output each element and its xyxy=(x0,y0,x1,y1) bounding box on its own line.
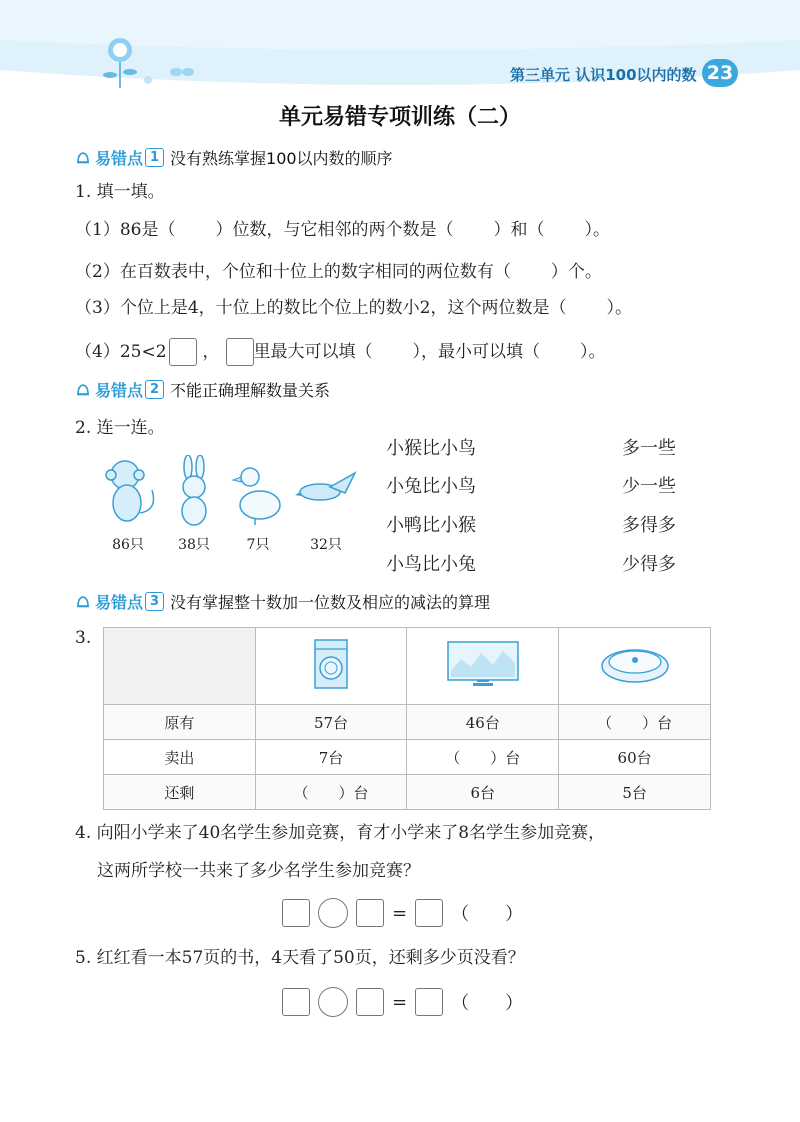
table-cell xyxy=(407,628,559,705)
match-right-item[interactable]: 少一些 xyxy=(622,476,676,497)
operand-box[interactable] xyxy=(282,988,310,1016)
match-left-item[interactable]: 小鸭比小猴 xyxy=(386,515,476,536)
equals-sign: = xyxy=(392,902,408,924)
bell-icon xyxy=(75,150,91,166)
answer-box[interactable] xyxy=(226,338,254,366)
table-cell xyxy=(559,628,711,705)
table-cell[interactable]: （ ）台 xyxy=(407,740,559,775)
page-number: 23 xyxy=(702,59,738,87)
page-title: 单元易错专项训练（二） xyxy=(278,105,521,130)
duck-icon xyxy=(233,468,280,525)
animal-count: 38只 xyxy=(178,537,210,553)
table-cell: 46台 xyxy=(407,705,559,740)
rabbit-icon xyxy=(182,455,206,525)
table-cell xyxy=(255,628,407,705)
q1-part-4 xyxy=(75,338,606,366)
table-cell[interactable]: （ ）台 xyxy=(559,705,711,740)
operand-box[interactable] xyxy=(356,988,384,1016)
q5-line-1: 5. 红红看一本57页的书，4天看了50页，还剩多少页没看？ xyxy=(75,948,525,968)
result-box[interactable] xyxy=(415,899,443,927)
q1-heading: 1. 填一填。 xyxy=(75,182,165,202)
bird-icon xyxy=(295,473,355,500)
operator-circle[interactable] xyxy=(318,898,348,928)
section-tag: 易错点 xyxy=(95,381,144,400)
unit-blank[interactable]: （ ） xyxy=(451,993,524,1014)
television-icon xyxy=(447,641,519,687)
section-tag: 易错点 xyxy=(95,593,144,612)
operand-box[interactable] xyxy=(356,899,384,927)
bell-icon xyxy=(75,594,91,610)
q4-equation xyxy=(282,898,523,928)
section-number: 3 xyxy=(145,592,164,611)
q3-heading: 3. xyxy=(75,628,92,648)
monkey-icon xyxy=(106,461,154,521)
section-3-heading xyxy=(75,590,490,613)
text: ），最小可以填（ xyxy=(412,342,541,362)
table-row xyxy=(104,740,711,775)
text: ）。 xyxy=(584,220,610,240)
answer-box[interactable] xyxy=(169,338,197,366)
unit-title: 第三单元 认识100以内的数 xyxy=(510,66,697,84)
q4-line-2: 这两所学校一共来了多少名学生参加竞赛？ xyxy=(97,861,420,881)
equals-sign: = xyxy=(392,991,408,1013)
match-right-item[interactable]: 少得多 xyxy=(622,554,676,575)
match-right-item[interactable]: 多得多 xyxy=(622,515,676,536)
section-title: 不能正确理解数量关系 xyxy=(170,381,331,400)
section-2-heading xyxy=(75,378,330,401)
row-label: 原有 xyxy=(104,705,256,740)
q4-line-1: 4. 向阳小学来了40名学生参加竞赛，育才小学来了8名学生参加竞赛， xyxy=(75,823,606,843)
section-1-heading xyxy=(75,146,393,169)
row-label: 还剩 xyxy=(104,775,256,810)
q2-heading: 2. 连一连。 xyxy=(75,418,165,438)
table-row xyxy=(104,628,711,705)
match-left-item[interactable]: 小鸟比小兔 xyxy=(386,554,476,575)
row-label: 卖出 xyxy=(104,740,256,775)
section-number: 2 xyxy=(145,380,164,399)
text: ）位数，与它相邻的两个数是（ xyxy=(215,220,454,240)
text: ）和（ xyxy=(493,220,545,240)
unit-blank[interactable]: （ ） xyxy=(451,904,524,925)
animal-count: 86只 xyxy=(112,537,144,553)
q5-equation xyxy=(282,987,523,1017)
text: 里最大可以填（ xyxy=(253,342,373,362)
text: ）。 xyxy=(606,298,632,318)
q1-part-3 xyxy=(75,298,632,318)
result-box[interactable] xyxy=(415,988,443,1016)
q1-part-2 xyxy=(75,262,602,282)
table-cell: 60台 xyxy=(559,740,711,775)
table-cell[interactable]: （ ）台 xyxy=(255,775,407,810)
section-tag: 易错点 xyxy=(95,149,144,168)
bell-icon xyxy=(75,382,91,398)
table-cell: 6台 xyxy=(407,775,559,810)
robot-vacuum-icon xyxy=(600,642,670,686)
text: （1）86是（ xyxy=(75,220,176,240)
section-number: 1 xyxy=(145,148,164,167)
q3-table xyxy=(103,627,711,810)
text: （2）在百数表中，个位和十位上的数字相同的两位数有（ xyxy=(75,262,511,282)
text: ）。 xyxy=(580,342,606,362)
match-left-item[interactable]: 小猴比小鸟 xyxy=(386,438,476,459)
match-right-item[interactable]: 多一些 xyxy=(622,438,676,459)
text: ， xyxy=(202,342,220,362)
animal-count: 7只 xyxy=(246,537,270,553)
animal-count: 32只 xyxy=(310,537,342,553)
match-left-item[interactable]: 小兔比小鸟 xyxy=(386,476,476,497)
text: （3）个位上是4，十位上的数比个位上的数小2，这个两位数是（ xyxy=(75,298,567,318)
animal-illustrations xyxy=(100,455,360,530)
table-cell xyxy=(104,628,256,705)
table-row xyxy=(104,705,711,740)
flower-icon xyxy=(144,76,152,84)
section-title: 没有掌握整十数加一位数及相应的减法的算理 xyxy=(170,593,491,612)
table-row xyxy=(104,775,711,810)
text: ）个。 xyxy=(550,262,602,282)
q1-part-1 xyxy=(75,220,610,240)
operand-box[interactable] xyxy=(282,899,310,927)
table-cell: 5台 xyxy=(559,775,711,810)
operator-circle[interactable] xyxy=(318,987,348,1017)
table-cell: 57台 xyxy=(255,705,407,740)
section-title: 没有熟练掌握100以内数的顺序 xyxy=(170,149,393,168)
text: （4）25<2 xyxy=(75,342,167,362)
washing-machine-icon xyxy=(314,639,348,689)
table-cell: 7台 xyxy=(255,740,407,775)
